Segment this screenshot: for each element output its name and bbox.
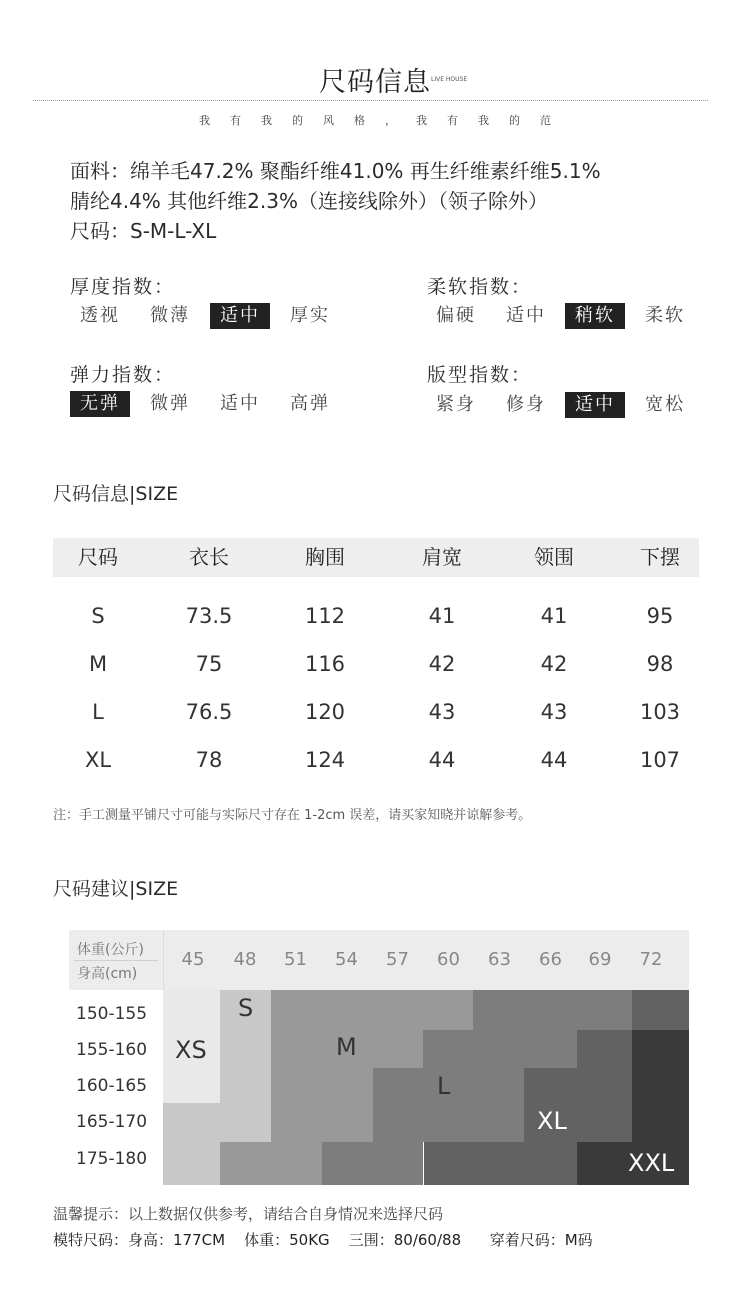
dotted-divider bbox=[33, 100, 708, 101]
height-label: 155-160 bbox=[76, 1040, 148, 1060]
brand-mark: LIVE HOUSE bbox=[431, 76, 468, 83]
material-line-1: 面料：绵羊毛47.2% 聚酯纤维41.0% 再生纤维素纤维5.1% bbox=[70, 159, 601, 183]
height-label: 150-155 bbox=[76, 1004, 148, 1024]
softness-option-selected: 稍软 bbox=[565, 303, 625, 329]
weight-label: 57 bbox=[386, 949, 409, 970]
size-block-m bbox=[220, 1142, 322, 1185]
softness-option: 柔软 bbox=[645, 305, 685, 326]
material-line-2: 腈纶4.4% 其他纤维2.3%（连接线除外）（领子除外） bbox=[70, 189, 548, 213]
weight-label: 63 bbox=[488, 949, 511, 970]
table-cell: 75 bbox=[195, 652, 223, 676]
weight-label: 48 bbox=[233, 949, 257, 970]
size-block-xl bbox=[632, 990, 689, 1030]
weight-label: 72 bbox=[639, 949, 663, 970]
fit-option: 宽松 bbox=[645, 394, 685, 415]
col-header: 尺码 bbox=[78, 545, 118, 569]
col-header: 胸围 bbox=[305, 545, 345, 569]
model-info: 模特尺码：身高：177CM 体重：50KG 三围：80/60/88 穿着尺码：M码 bbox=[53, 1231, 593, 1249]
size-block-m bbox=[271, 1030, 373, 1142]
fit-option: 修身 bbox=[506, 394, 546, 415]
height-label: 175-180 bbox=[76, 1149, 148, 1169]
size-table-title: 尺码信息|SIZE bbox=[53, 483, 179, 505]
elasticity-option: 适中 bbox=[220, 393, 260, 414]
table-cell: 42 bbox=[428, 652, 456, 676]
size-label-l: L bbox=[437, 1072, 451, 1100]
thickness-option: 厚实 bbox=[290, 305, 330, 326]
table-cell: 44 bbox=[540, 748, 568, 772]
table-cell: L bbox=[92, 700, 104, 724]
size-block-xl bbox=[424, 1142, 577, 1185]
thickness-option: 透视 bbox=[80, 305, 120, 326]
size-block-l bbox=[577, 990, 632, 1030]
size-block-l bbox=[473, 990, 577, 1030]
table-cell: 107 bbox=[639, 748, 681, 772]
table-cell: 95 bbox=[646, 604, 674, 628]
table-cell: 41 bbox=[540, 604, 568, 628]
tip-text: 温馨提示：以上数据仅供参考，请结合自身情况来选择尺码 bbox=[53, 1205, 444, 1223]
height-label: 165-170 bbox=[76, 1112, 148, 1132]
table-cell: XL bbox=[84, 748, 112, 772]
table-cell: 44 bbox=[428, 748, 456, 772]
table-cell: 42 bbox=[540, 652, 568, 676]
elasticity-option-selected: 无弹 bbox=[70, 391, 130, 417]
thickness-option: 微薄 bbox=[150, 305, 190, 326]
size-advice-title: 尺码建议|SIZE bbox=[53, 878, 179, 900]
table-cell: 43 bbox=[428, 700, 456, 724]
fit-option-selected: 适中 bbox=[565, 392, 625, 418]
thickness-option-selected: 适中 bbox=[210, 303, 270, 329]
fit-option: 紧身 bbox=[436, 394, 476, 415]
size-label-xxl: XXL bbox=[628, 1149, 675, 1177]
table-cell: 116 bbox=[304, 652, 346, 676]
table-cell: 124 bbox=[304, 748, 346, 772]
fit-label: 版型指数： bbox=[427, 364, 533, 386]
col-header: 肩宽 bbox=[422, 545, 462, 569]
weight-label: 45 bbox=[181, 949, 205, 970]
elasticity-label: 弹力指数： bbox=[70, 364, 176, 386]
table-cell: 41 bbox=[428, 604, 456, 628]
size-label-m: M bbox=[336, 1033, 357, 1061]
size-block-l bbox=[322, 1142, 423, 1185]
table-cell: 76.5 bbox=[185, 700, 233, 724]
table-cell: S bbox=[91, 604, 105, 628]
height-label: 160-165 bbox=[76, 1076, 148, 1096]
table-cell: 112 bbox=[304, 604, 346, 628]
elasticity-option: 微弹 bbox=[150, 393, 190, 414]
size-label-xl: XL bbox=[537, 1107, 567, 1135]
weight-label: 54 bbox=[335, 949, 358, 970]
table-cell: 120 bbox=[304, 700, 346, 724]
size-block-m bbox=[373, 1030, 423, 1068]
col-header: 领围 bbox=[534, 545, 574, 569]
size-range: 尺码：S-M-L-XL bbox=[70, 219, 217, 243]
size-block-s bbox=[220, 1068, 271, 1103]
softness-label: 柔软指数： bbox=[427, 276, 533, 298]
col-header: 下摆 bbox=[640, 545, 680, 569]
slogan: 我有我的风格，我有我的范 bbox=[199, 114, 571, 127]
size-block-l bbox=[475, 1068, 524, 1142]
weight-label: 66 bbox=[539, 949, 562, 970]
page-title: 尺码信息 bbox=[319, 67, 431, 98]
table-cell: 43 bbox=[540, 700, 568, 724]
table-cell: 73.5 bbox=[185, 604, 233, 628]
size-label-s: S bbox=[238, 994, 254, 1022]
height-axis-label: 身高(cm) bbox=[77, 966, 138, 982]
table-cell: 103 bbox=[639, 700, 681, 724]
table-cell: 78 bbox=[195, 748, 223, 772]
size-label-xs: XS bbox=[175, 1036, 207, 1064]
col-header: 衣长 bbox=[189, 545, 229, 569]
size-block-l bbox=[423, 1030, 577, 1070]
weight-axis-label: 体重(公斤) bbox=[77, 942, 144, 958]
softness-option: 适中 bbox=[506, 305, 546, 326]
weight-label: 51 bbox=[284, 949, 307, 970]
size-block-m bbox=[271, 990, 473, 1030]
measurement-note: 注：手工测量平铺尺寸可能与实际尺寸存在 1-2cm 误差，请买家知晓并谅解参考。 bbox=[53, 808, 532, 823]
weight-label: 69 bbox=[588, 949, 612, 970]
table-cell: M bbox=[88, 652, 108, 676]
table-cell: 98 bbox=[646, 652, 674, 676]
size-block-xl bbox=[577, 1030, 632, 1068]
thickness-label: 厚度指数： bbox=[70, 276, 176, 298]
size-block-l bbox=[373, 1068, 475, 1142]
weight-label: 60 bbox=[437, 949, 460, 970]
header-divider bbox=[74, 960, 158, 961]
elasticity-option: 高弹 bbox=[290, 393, 330, 414]
size-block-xxl bbox=[577, 1142, 632, 1185]
softness-option: 偏硬 bbox=[436, 305, 476, 326]
